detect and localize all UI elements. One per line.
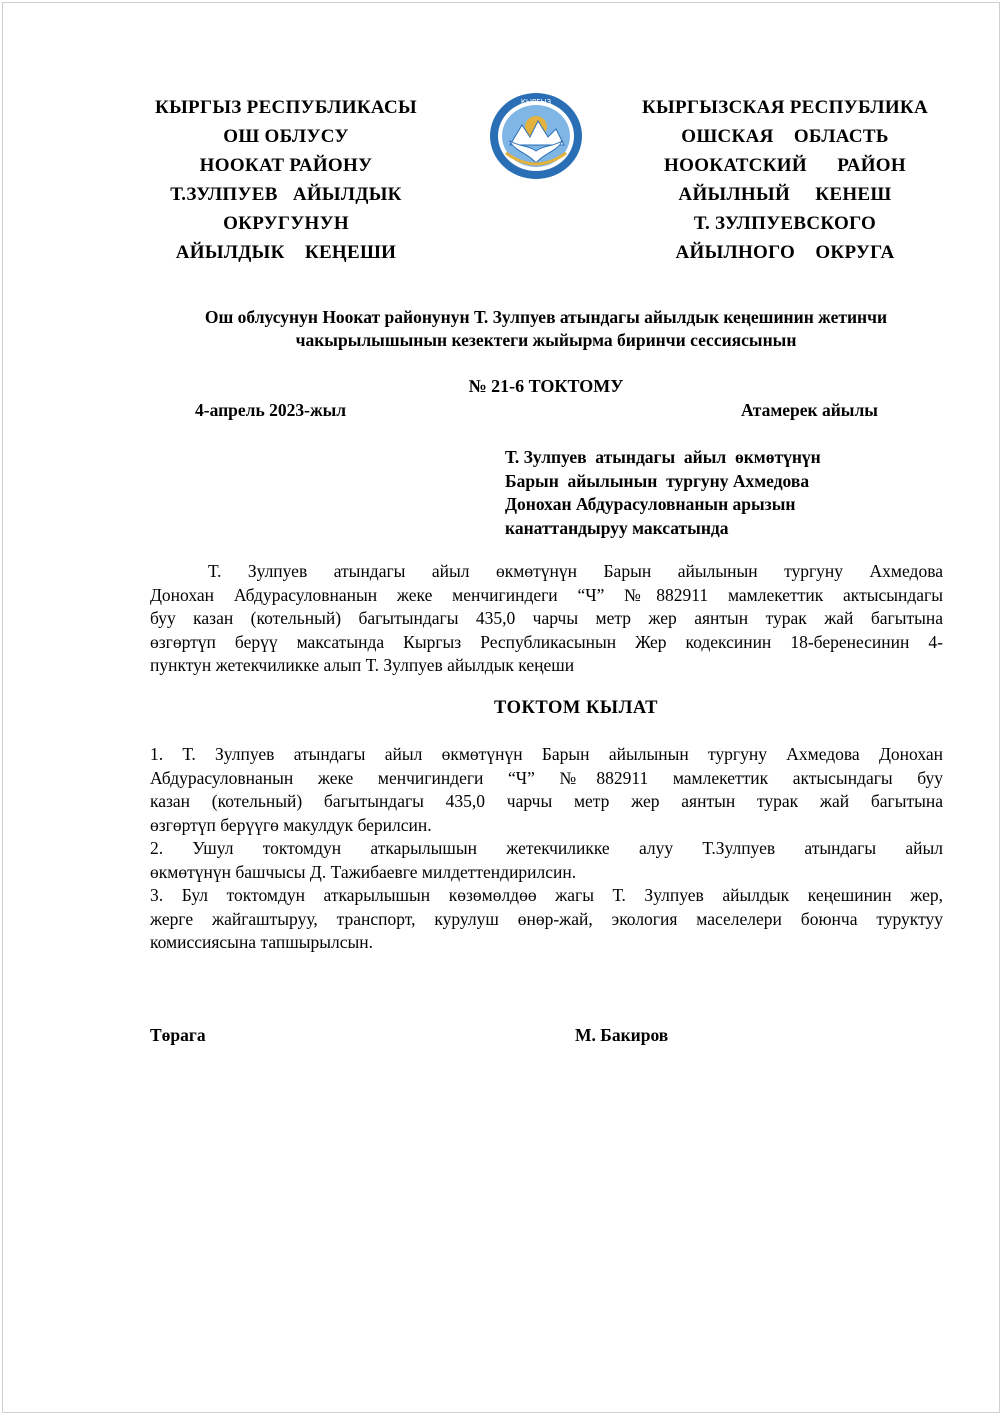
item-line: 1. Т. Зулпуев атындагы айыл өкмөтүнүн Барын айылынын тургуну Ахмедова Донохан: [150, 744, 943, 764]
header-left-line: ОКРУГУНУН: [223, 213, 349, 234]
kyrgyz-state-emblem-icon: [488, 91, 584, 181]
header-right-line: НООКАТСКИЙ РАЙОН: [664, 155, 906, 176]
header-right-line: КЫРГЫЗСКАЯ РЕСПУБЛИКА: [641, 97, 929, 118]
session-title: [143, 306, 949, 352]
header-left-line: АЙЫЛДЫК КЕҢЕШИ: [175, 242, 397, 263]
header-left-line: НООКАТ РАЙОНУ: [199, 155, 373, 176]
resolution-items: [150, 743, 943, 955]
document-page: [2, 2, 1000, 1413]
signature-name: М. Бакиров: [575, 1025, 669, 1045]
header-kyrgyz: [123, 93, 449, 267]
item-line: өкмөтүнүн башчысы Д. Тажибаевге милдеттендирилсин.: [150, 861, 577, 882]
item-line: казан (котельный) багытындагы 435,0 чарчы метр жер аянтын турак жай багытына: [150, 791, 943, 811]
header-right-line: АЙЫЛНЫЙ КЕНЕШ: [678, 184, 892, 205]
preamble-paragraph: [150, 560, 943, 678]
item-line: 3. Бул токтомдун аткарылышын көзөмөлдөө жагы Т. Зулпуев айылдык кеңешинин жер,: [150, 885, 943, 905]
preamble-line: пунктун жетекчиликке алып Т. Зулпуев айылдык кеңеши: [150, 655, 575, 675]
decree-date: 4-апрель 2023-жыл: [195, 400, 347, 420]
decree-place: Атамерек айылы: [741, 400, 878, 420]
subject-line: Донохан Абдурасуловнанын арызын: [505, 494, 796, 514]
preamble-line: буу казан (котельный) багытындагы 435,0 чарчы метр жер аянтын турак жай багытына: [150, 608, 943, 628]
header-left-line: ОШ ОБЛУСУ: [223, 126, 349, 147]
preamble-line: Т. Зулпуев атындагы айыл өкмөтүнүн Барын айылынын тургуну Ахмедова: [208, 561, 943, 581]
header-right-line: Т. ЗУЛПУЕВСКОГО: [693, 213, 877, 234]
session-line: чакырылышынын кезектеги жыйырма биринчи сессиясынын: [295, 330, 797, 350]
header-left-line: КЫРГЫЗ РЕСПУБЛИКАСЫ: [155, 97, 417, 118]
item-line: Абдурасуловнанын жеке менчигиндеги “Ч” №882911 мамлекеттик актысындагы буу: [150, 767, 943, 788]
header-right-line: ОШСКАЯ ОБЛАСТЬ: [681, 126, 889, 147]
item-line: жерге жайгаштыруу, транспорт, курулуш өнөр-жай, экология маселелери боюнча туруктуу: [150, 908, 943, 929]
preamble-line: Донохан Абдурасуловнанын жеке менчигиндеги “Ч” №882911 мамлекеттик актысындагы: [150, 584, 943, 605]
subject-line: канаттандыруу максатында: [505, 517, 729, 538]
signature-title: Төрага: [150, 1025, 206, 1045]
decree-number: № 21-6 ТОКТОМУ: [468, 376, 624, 396]
session-line: Ош облусунун Ноокат районунун Т. Зулпуев атындагы айылдык кеңешинин жетинчи: [204, 307, 888, 327]
header-left-line: Т.ЗУЛПУЕВ АЙЫЛДЫК: [170, 184, 402, 205]
header-right-line: АЙЫЛНОГО ОКРУГА: [675, 242, 895, 263]
resolves-heading: ТОКТОМ КЫЛАТ: [494, 698, 658, 718]
subject-line: Барын айылынын тургуну Ахмедова: [505, 470, 810, 491]
item-line: өзгөртүп берүүгө макулдук берилсин.: [150, 814, 432, 835]
item-line: комиссиясына тапшырылсын.: [150, 932, 373, 952]
subject-line: Т. Зулпуев атындагы айыл өкмөтүнүн: [505, 447, 821, 467]
header-russian: [605, 93, 965, 267]
item-line: 2. Ушул токтомдун аткарылышын жетекчиликке алуу Т.Зулпуев атындагы айыл: [150, 838, 943, 858]
decree-subject: [505, 446, 915, 540]
emblem-text: КЫРГЫЗ: [520, 98, 552, 106]
preamble-line: өзгөртүп берүү максатында Кыргыз Республикасынын Жер кодексинин 18-беренесинин 4-: [150, 631, 943, 652]
